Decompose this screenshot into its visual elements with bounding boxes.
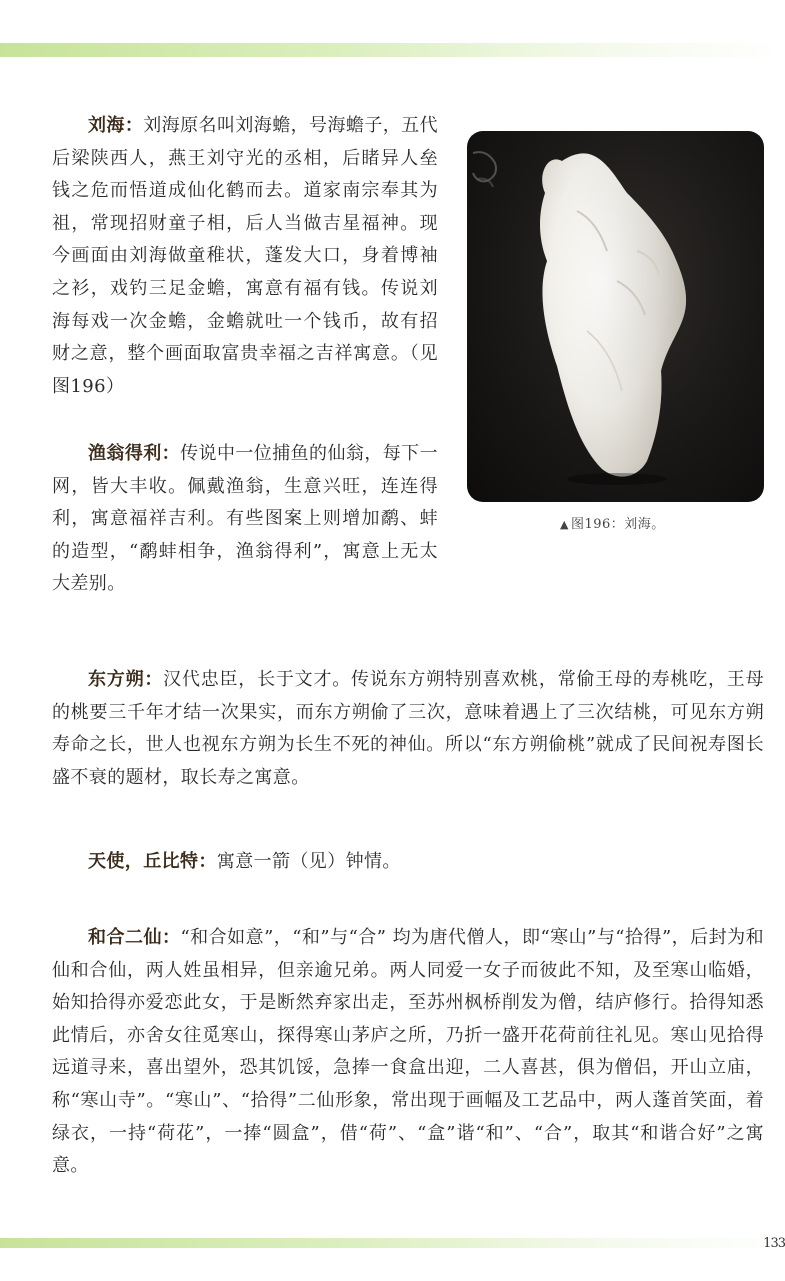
entry-text: “和合如意”，“和”与“合” 均为唐代僧人，即“寒山”与“拾得”，后封为和仙和合仙，两人姓虽相异，但亲逾兄弟。两人同爱一女子而彼此不知，及至寒山临婚，始知拾得亦爱恋此女，于是断然弃家出走，至苏州枫桥削发为僧，结庐修行。拾得知悉此情后，亦舍女往觅寒山，探得寒山茅庐之所，乃折一盛开花荷前往礼见。寒山见拾得远道寻来，喜出望外，恐其饥馁，急捧一食盒出迎，二人喜甚，俱为僧侣，开山立庙，称“寒山寺”。“寒山”、“拾得”二仙形象，常出现于画幅及工艺品中，两人蓬首笑面，着绿衣，一持“荷花”，一捧“圆盒”，借“荷”、“盒”谐“和”、“合”，取其“和谐合好”之寓意。	[52, 927, 764, 1177]
entry-text: 寓意一箭（见）钟情。	[216, 851, 401, 872]
entry-term: 渔翁得利：	[88, 443, 181, 464]
entry-term: 和合二仙：	[88, 927, 181, 948]
entry-term: 天使，丘比特：	[88, 851, 217, 872]
entry-text: 汉代忠臣，长于文才。传说东方朔特别喜欢桃，常偷王母的寿桃吃，王母的桃要三千年才结一次果实，而东方朔偷了三次，意味着遇上了三次结桃，可见东方朔寿命之长，世人也视东方朔为长生不死的神仙。所以“东方朔偷桃”就成了民间祝寿图长盛不衰的题材，取长寿之寓意。	[52, 669, 764, 788]
entry-dongfangshuo	[52, 664, 764, 794]
figure-caption	[560, 513, 665, 532]
footer-band	[0, 1238, 785, 1248]
jade-figure-photo	[467, 131, 764, 502]
page-number: 133	[763, 1236, 785, 1251]
entry-liuhai	[52, 110, 438, 403]
entry-text: 传说中一位捕鱼的仙翁，每下一网，皆大丰收。佩戴渔翁，生意兴旺，连连得利，寓意福祥吉利。有些图案上则增加鹬、蚌的造型，“鹬蚌相争，渔翁得利”，寓意上无太大差别。	[52, 443, 438, 595]
header-band	[0, 43, 785, 57]
entry-term: 东方朔：	[88, 669, 164, 690]
caption-text: 图196：刘海。	[570, 517, 665, 532]
entry-text: 刘海原名叫刘海蟾，号海蟾子，五代后梁陕西人，燕王刘守光的丞相，后睹异人垒钱之危而悟道成仙化鹤而去。道家南宗奉其为祖，常现招财童子相，后人当做吉星福神。现今画面由刘海做童稚状，蓬发大口，身着博袖之衫，戏钓三足金蟾，寓意有福有钱。传说刘海每戏一次金蟾，金蟾就吐一个钱币，故有招财之意，整个画面取富贵幸福之吉祥寓意。（见图196）	[52, 115, 438, 397]
entry-term: 刘海：	[88, 115, 144, 136]
entry-hehe	[52, 922, 764, 1183]
entry-tianshi	[52, 846, 764, 879]
entry-yuweng	[52, 438, 438, 601]
triangle-marker-icon: ▲	[560, 518, 569, 531]
